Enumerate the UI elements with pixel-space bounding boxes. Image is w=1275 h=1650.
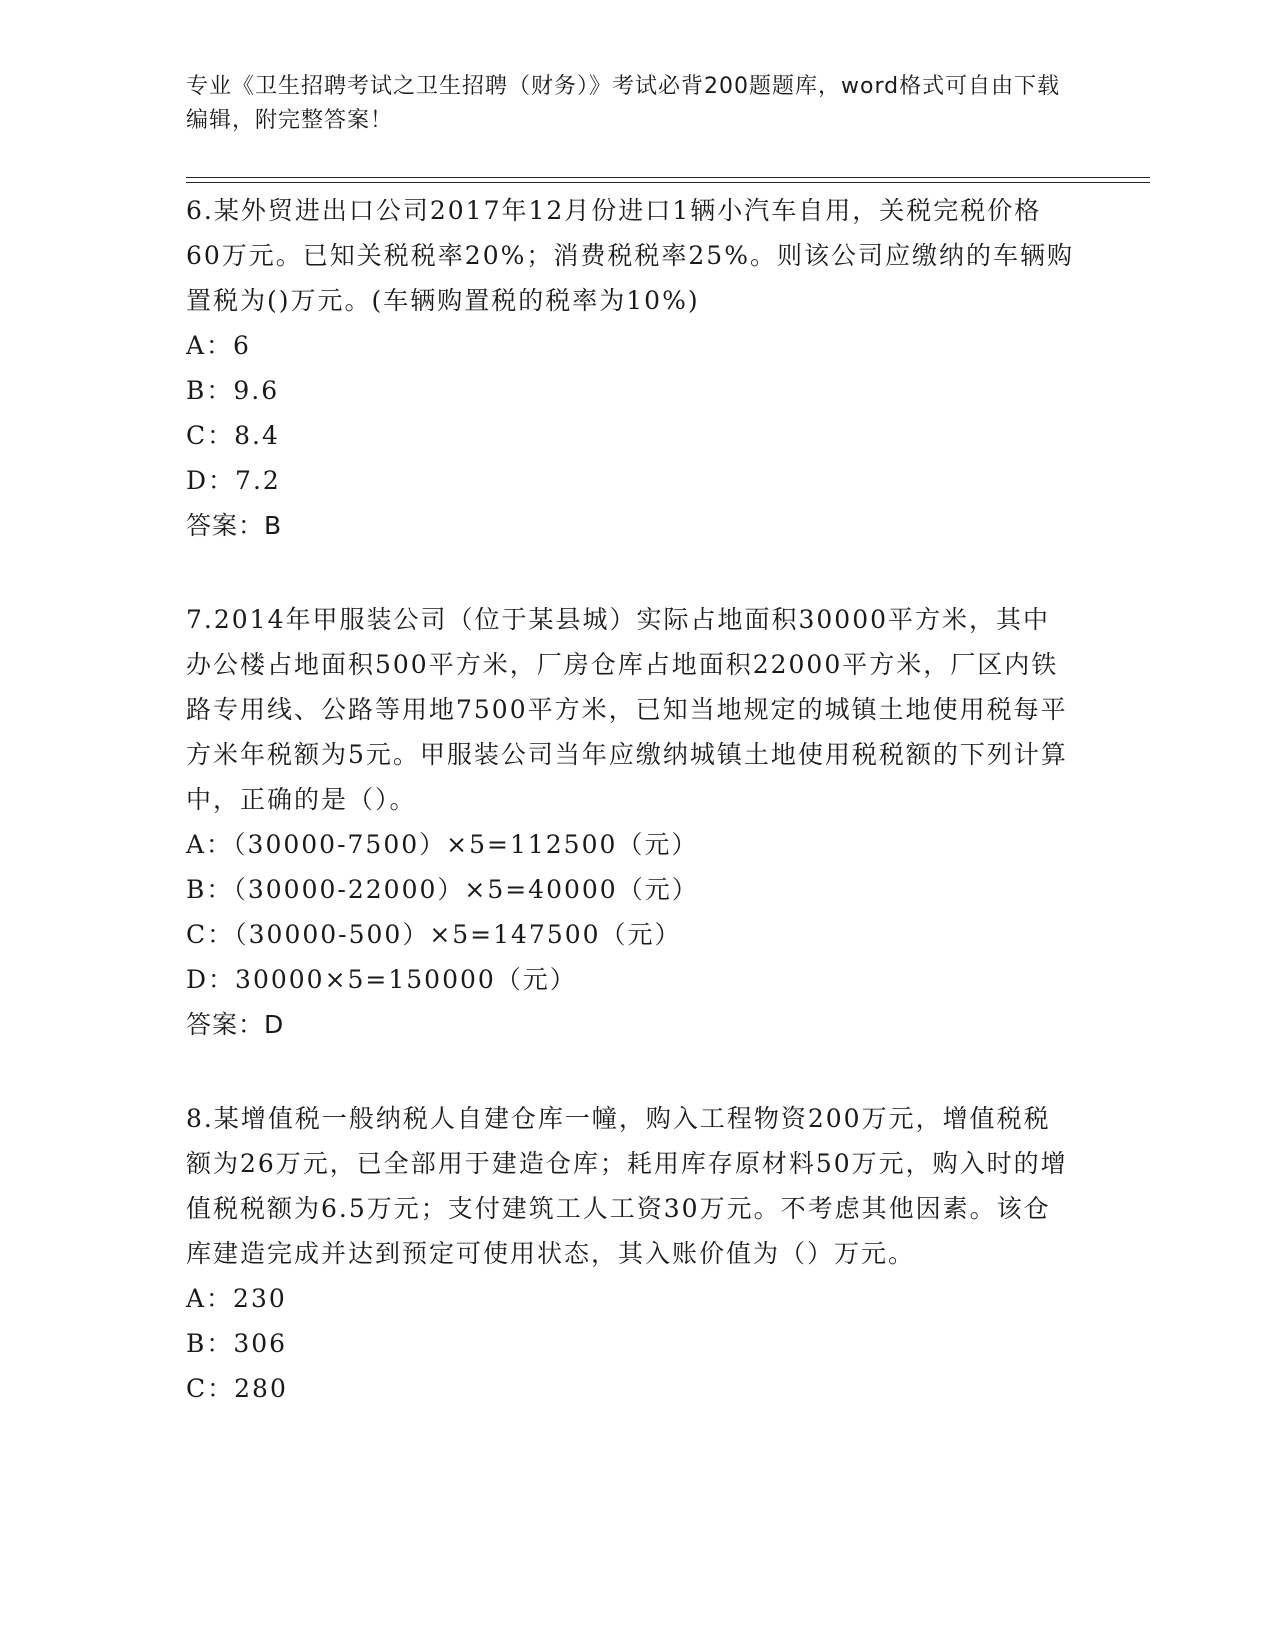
question-text: 6.某外贸进出口公司2017年12月份进口1辆小汽车自用，关税完税价格60万元。已知关税税率20%；消费税税率25%。则该公司应缴纳的车辆购置税为()万元。(车辆购置税的税率为10%) bbox=[186, 196, 1074, 315]
document-header: 专业《卫生招聘考试之卫生招聘（财务）》考试必背200题题库，word格式可自由下载编辑，附完整答案！ bbox=[186, 74, 1061, 133]
option-c: C：（30000-500）×5=147500（元） bbox=[186, 920, 682, 949]
question-7 bbox=[186, 597, 1076, 1047]
option-c: C：280 bbox=[186, 1374, 288, 1403]
header-divider-bottom bbox=[186, 182, 1150, 183]
option-a: A：230 bbox=[186, 1284, 287, 1313]
question-text: 7.2014年甲服装公司（位于某县城）实际占地面积30000平方米，其中办公楼占地面积500平方米，厂房仓库占地面积22000平方米，厂区内铁路专用线、公路等用地7500平方米，已知当地规定的城镇土地使用税每平方米年税额为5元。甲服装公司当年应缴纳城镇土地使用税税额的下列计算中，正确的是（）。 bbox=[186, 605, 1068, 814]
answer: 答案：D bbox=[186, 1010, 285, 1039]
option-b: B：（30000-22000）×5=40000（元） bbox=[186, 875, 699, 904]
option-d: D：30000×5=150000（元） bbox=[186, 965, 577, 994]
option-a: A：6 bbox=[186, 331, 251, 360]
option-d: D：7.2 bbox=[186, 466, 281, 495]
question-8 bbox=[186, 1096, 1076, 1411]
option-b: B：306 bbox=[186, 1329, 288, 1358]
option-a: A：（30000-7500）×5=112500（元） bbox=[186, 830, 699, 859]
question-text: 8.某增值税一般纳税人自建仓库一幢，购入工程物资200万元，增值税税额为26万元，已全部用于建造仓库；耗用库存原材料50万元，购入时的增值税税额为6.5万元；支付建筑工人工资30万元。不考虑其他因素。该仓库建造完成并达到预定可使用状态，其入账价值为（）万元。 bbox=[186, 1104, 1068, 1268]
answer: 答案：B bbox=[186, 511, 283, 540]
header-divider-top bbox=[186, 177, 1150, 178]
option-c: C：8.4 bbox=[186, 421, 280, 450]
question-6 bbox=[186, 188, 1076, 548]
option-b: B：9.6 bbox=[186, 376, 280, 405]
